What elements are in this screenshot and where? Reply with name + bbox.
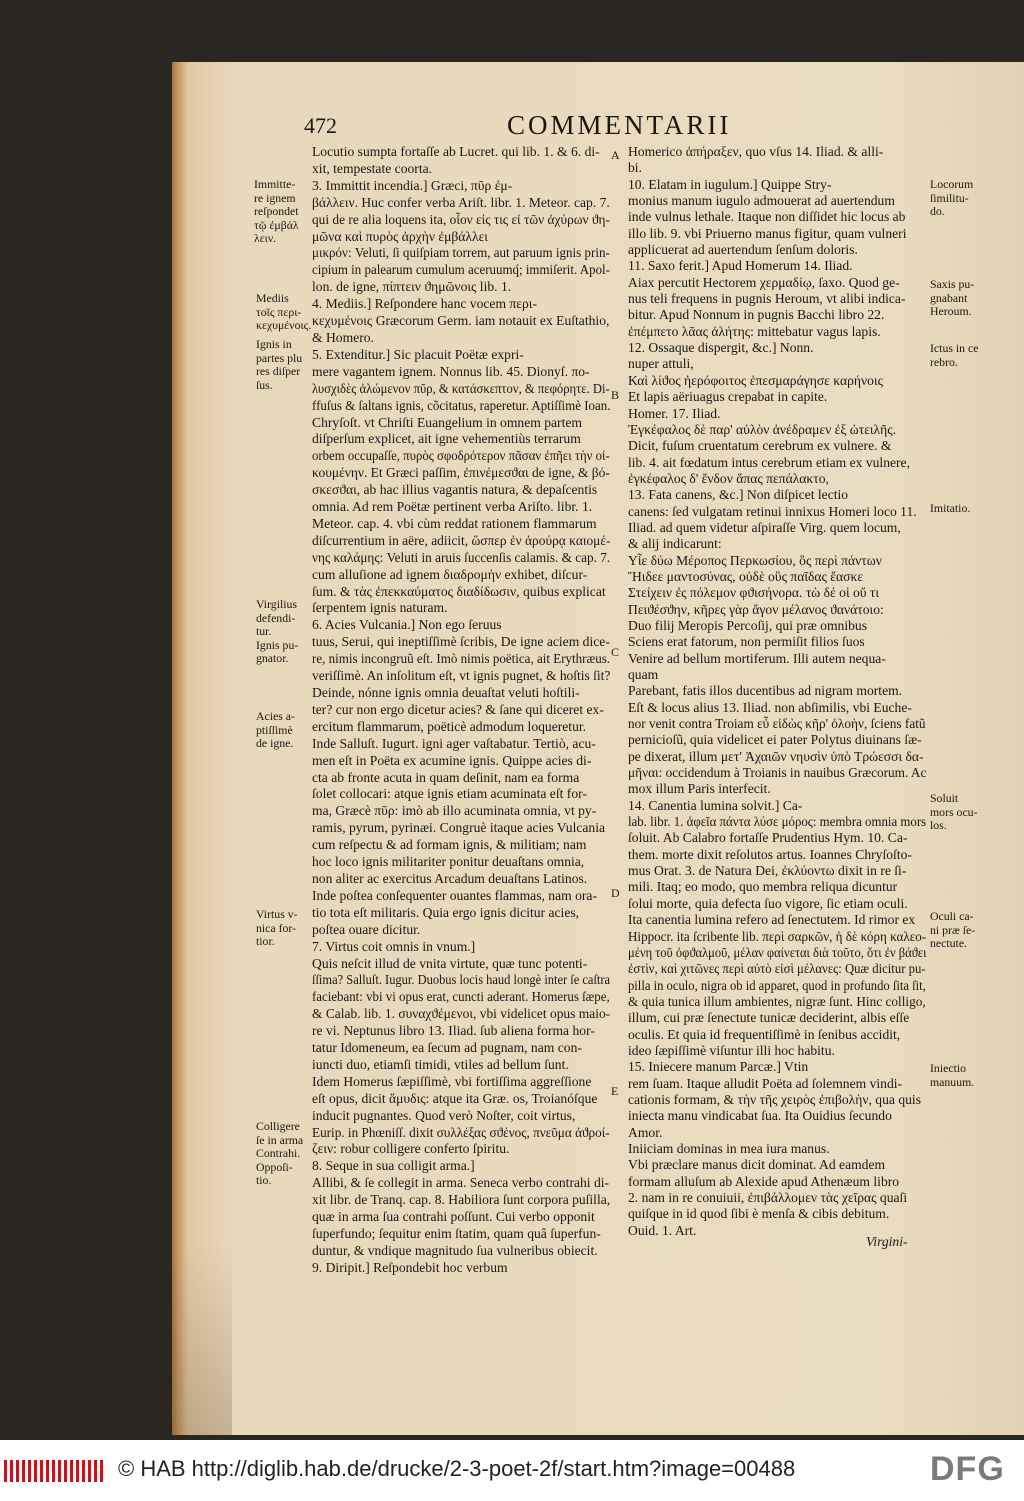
text-line: Ita canentia lumina refero ad ſenectutem. Id rimor ex [628, 912, 916, 928]
footer-credit: © HAB http://diglib.hab.de/drucke/2-3-poet-2f/start.htm?image=00488 [118, 1456, 796, 1481]
text-line: σκεσϑαι, ab hac illius vagantis natura, & depaſcentis [312, 482, 598, 498]
text-line: Υἷε δύω Μέροπος Περκωσίου, ὃς περὶ πάντων [628, 552, 882, 568]
text-line: formam alluſum ab Alexide apud Athenæum libro [628, 1173, 900, 1189]
left-text-column [312, 144, 612, 1277]
text-line: Venire ad bellum mortiferum. Illi autem nequa- [628, 650, 886, 666]
text-line: nus teli frequens in pugnis Heroum, vt alibi indica- [628, 291, 906, 307]
text-line: Eurip. in Phœniſſ. dixit συλλέξας σϑένος, πνεῦμα ἀϑροί- [312, 1124, 610, 1140]
text-line: mere vagantem ignem. Nonnus lib. 45. Dionyſ. πο- [312, 363, 590, 379]
text-line: ideo ſæpiſſimè viſuntur illi hoc habitu. [628, 1042, 835, 1058]
text-line: Chryſoſt. vt Chriſti Euangelium in omnem partem [312, 414, 582, 430]
text-line: nuper attuli, [628, 356, 694, 372]
text-line: Inde poſtea conſequenter ouantes flammas, nam ora- [312, 887, 597, 903]
text-line: re, nimis incongruũ eſt. Imò nimis poëtica, ait Erythræus. [312, 651, 611, 667]
text-line: Iniiciam dominas in mea iura manus. [628, 1140, 830, 1156]
text-line: 10. Elatam in iugulum.] Quippe Stry- [628, 176, 832, 192]
text-line: cta ab fronte acuta in quam deſinit, nam ea forma [312, 769, 580, 785]
catchword: Virgini- [866, 1234, 908, 1249]
text-line: hoc loco ignis militariter ponitur deuaſtans omnia, [312, 854, 585, 870]
text-line: nor venit contra Troiam εὖ εἰδὼς κῆρ' ὀλοὴν, ſciens fatũ [628, 716, 926, 732]
text-line: ſſima? Salluſt. Iugur. Duobus locis haud longè inter ſe caſtra [312, 972, 611, 988]
text-line: lab. libr. 1. ἀφεῖα πάντα λύσε μόρος: membra omnia mors [628, 814, 927, 830]
text-line: κουμένην. Et Græci paſſim, ἐπινέμεσϑαι de igne, & βό- [312, 465, 610, 481]
text-line: canens: ſed vulgatam retinui innixus Homeri loco 11. [628, 503, 917, 519]
text-line: μένη τοῦ ὀφϑαλμοῦ, μέλαν φαίνεται διὰ τοῦτο, ὅτι ἐν βάϑει [628, 944, 927, 960]
text-line: quam [628, 667, 659, 682]
right-text-column [628, 144, 928, 1239]
text-line: μῆναι: occidendum à Troianis in nauibus Græcorum. Ac [628, 765, 927, 781]
text-line: 6. Acies Vulcania.] Non ego ſeruus [312, 617, 502, 633]
text-line: ſoluit. Ab Calabro fortaſſe Prudentius Hym. 10. Ca- [628, 830, 908, 846]
margin-note: Virtus v- nica for- tior. [256, 907, 298, 949]
text-line: Στείχειν ἐς πόλεμον φϑισήνορα. τὼ δέ οἱ οὔ τι [628, 585, 880, 601]
text-line: 2. nam in re conuiuii, ἐπιβάλλομεν τὰς χεῖρας quaſi [628, 1190, 908, 1205]
page-number: 472 [304, 113, 337, 138]
text-line: Πειϑέσϑην, κῆρες γὰρ ἄγον μέλανος ϑανάτοιο: [628, 601, 884, 617]
text-line: tuus, Serui, qui ineptiſſimè ſcribis, De igne aciem dice- [312, 634, 610, 650]
text-line: ἐπέμπετο λᾶας ἀλήτης: mittebatur vagus lapis. [628, 323, 881, 339]
text-line: Amor. [628, 1124, 663, 1140]
text-line: qui de re alia loquens ita, οἷον εἰς τις εἰ τῶν ἀχύρων ϑη- [312, 211, 610, 227]
margin-note: Mediis τοῖς περι- κεχυμένοις. [256, 291, 312, 333]
text-line: tatur Idomeneum, ea ſecum ad pugnam, nam con- [312, 1040, 582, 1056]
text-line: pe dixerat, illum μετ' Ἀχαιῶν νηυσὶν ὑπὸ Τρώεσσι δα- [628, 748, 924, 764]
text-line: μῶνα καὶ πυρὸς ἀρχὴν ἐμβάλλει [312, 228, 488, 244]
text-line: lib. 4. ait fœdatum intus cerebrum etiam ex vulnere, [628, 454, 910, 470]
text-line: mili. Itaq; eo modo, quo membra reliqua dicuntur [628, 879, 898, 895]
text-line: Quis neſcit illud de vnita virtute, quæ tunc potenti- [312, 955, 588, 971]
text-line: cum alluſione ad ignem διαδρομὴν exhibet, diſcur- [312, 566, 588, 582]
text-line: Aiax percutit Hectorem χερμαδίῳ, ſaxo. Quod ge- [628, 274, 900, 290]
margin-note: Iniectio manuum. [930, 1061, 975, 1089]
text-line: 15. Iniecere manum Parcæ.] Vtin [628, 1059, 809, 1075]
text-line: re vi. Neptunus libro 13. Iliad. ſub aliena forma hor- [312, 1023, 595, 1039]
text-line: Καὶ λίϑος ἠερόφοιτος ἐπεσμαράγησε καρήνοις [628, 372, 883, 388]
text-line: Ouid. 1. Art. [628, 1222, 697, 1238]
text-line: faciebant: vbi vi opus erat, cuncti aderant. Homerus ſæpe, [312, 989, 610, 1005]
margin-note: Soluit mors ocu- los. [930, 791, 978, 833]
text-line: Ἐγκέφαλος δὲ παρ' αὐλὸν ἀνέδραμεν ἐξ ὠτειλῆς. [628, 421, 897, 437]
page-damage [172, 1242, 232, 1435]
text-line: poſtea ouare dicitur. [312, 921, 421, 937]
text-line: diſcurrentium in aëre, adiicit, ὥσπερ ἐν ἀρούρᾳ καιομέ- [312, 532, 611, 548]
text-line: Allibi, & ſe collegit in arma. Seneca verbo contrahi di- [312, 1175, 610, 1191]
text-line: 9. Diripit.] Reſpondebit hoc verbum [312, 1259, 508, 1275]
dfg-logo: DFG [930, 1450, 1005, 1488]
text-line: ἐστὶν, καὶ χιτῶνες περὶ αὐτὸ εἰσὶ μέλανες: Quæ dicitur pu- [628, 961, 926, 977]
text-line: them. morte dixit reſolutos artus. Ioannes Chryſoſto- [628, 846, 912, 862]
text-line: diſperſum explicet, ait igne vehementiùs terrarum [312, 431, 581, 447]
text-line: Dicit, fuſum cruentatum cerebrum ex vulnere. & [628, 438, 892, 454]
text-line: Vbi præclare manus dicit dominat. Ad eamdem [628, 1157, 886, 1173]
section-letter-d: D [611, 886, 620, 900]
text-line: eſt opus, dicit ἅμυδις: atque ita Græ. os, Troianóſque [312, 1090, 598, 1106]
text-line: 7. Virtus coit omnis in vnum.] [312, 938, 476, 954]
text-line: 11. Saxo ferit.] Apud Homerum 14. Iliad. [628, 258, 853, 274]
text-line: 8. Seque in sua colligit arma.] [312, 1158, 475, 1174]
section-letter-b: B [611, 388, 620, 402]
text-line: lon. de igne, πίπτειν ϑημῶνοις lib. 1. [312, 279, 512, 295]
text-line: duntur, & vndique magnitudo ſua vulneribus obiecit. [312, 1242, 598, 1258]
section-letter-a: A [611, 148, 620, 162]
text-line: Sciens erat fatorum, non permiſit filios ſuos [628, 634, 865, 650]
text-line: iniecta manu vindicabat ſua. Ita Ouidius ſecundo [628, 1108, 892, 1124]
text-line: inde vulnus lethale. Itaque non diſſidet hic locus ab [628, 209, 906, 225]
text-line: κεχυμένοις Græcorum Germ. iam notauit ex Euſtathio, [312, 313, 610, 329]
text-line: νης καλάμης: Veluti in aruis ſuccenſis calamis. & cap. 7. [312, 549, 611, 565]
text-line: Idem Homerus ſæpiſſimè, vbi fortiſſima aggreſſione [312, 1073, 592, 1089]
text-line: quiſque in id quod ſibi è menſa & cibis debitum. [628, 1206, 890, 1222]
text-line: Et lapis aëriuagus crepabat in capite. [628, 389, 828, 405]
text-line: Locutio sumpta fortaſſe ab Lucret. qui lib. 1. & 6. di- [312, 144, 600, 159]
margin-note: Saxis pu- gnabant Heroum. [930, 277, 975, 319]
text-line: mox illum Paris interfecit. [628, 781, 771, 797]
text-line: iuncti duo, etiamſi timidi, vtiles ad bellum ſunt. [312, 1056, 569, 1072]
text-line: ſuperfundo; ſequitur enim ſtatim, quam quâ ſuperfun- [312, 1226, 601, 1241]
text-line: veriſſimè. An inſolitum eſt, vt ignis pugnet, & hoſtis ſit? [312, 668, 611, 684]
text-line: ἐγκέφαλος δ' ἔνδον ἅπας πεπάλακτο, [628, 470, 829, 486]
text-line: bitur. Apud Nonnum in pugnis Bacchi libro 22. [628, 307, 885, 323]
text-line: cipium in palearum cumulum aceruumq́; immiſerit. Apol- [312, 262, 610, 278]
margin-note: Colligere ſe in arma Contrahi. Oppoſi- tio. [256, 1119, 304, 1188]
text-line: 3. Immittit incendia.] Græci, πῦρ ἐμ- [312, 177, 513, 193]
text-line: μικρόν: Veluti, ſi quiſpiam torrem, aut paruum ignis prin- [312, 245, 610, 261]
margin-note: Virgilius defendi- tur. Ignis pu- gnator. [256, 597, 299, 666]
text-line: mus Orat. 3. de Natura Dei, ἐκλύοντω dixit in re ſi- [628, 863, 907, 879]
running-title: COMMENTARII [507, 110, 732, 140]
text-line: 12. Ossaque dispergit, &c.] Nonn. [628, 340, 814, 356]
text-line: & quia tunica illum ambientes, nigræ ſunt. Hinc colligo, [628, 993, 926, 1009]
margin-note: Ignis in partes plu res diſper ſus. [256, 337, 303, 392]
text-line: βάλλειν. Huc confer verba Ariſt. libr. 1. Meteor. cap. 7. [312, 194, 610, 210]
text-line: orbem occupaſſe, πυρὸς σφοδρότερον πᾶσαν ἐπῆει τὴν οἰ- [312, 448, 610, 464]
footer-bar [0, 1440, 1024, 1501]
text-line: xit libr. de Tranq. cap. 8. Habiliora ſunt corpora puſilla, [312, 1192, 611, 1208]
margin-note: Locorum ſimilitu- do. [930, 177, 974, 219]
text-line: Parebant, fatis illos ducentibus ad nigram mortem. [628, 683, 903, 699]
text-line: & Calab. lib. 1. συναχϑέμενοι, vbi videlicet opus maio- [312, 1006, 611, 1022]
text-line: Eſt & locus alius 13. Iliad. non abſimilis, vbi Euche- [628, 699, 912, 715]
text-line: 13. Fata canens, &c.] Non diſpicet lectio [628, 487, 849, 503]
text-line: inducit pugnantes. Quod verò Noſter, coit virtus, [312, 1107, 576, 1123]
text-line: ercitum flammarum, poëticè admodum loqueretur. [312, 718, 587, 734]
margin-note: Ictus in ce rebro. [930, 341, 979, 369]
text-line: cum reſpectu & ad formam ignis, & militiam; nam [312, 837, 587, 853]
margin-note: Imitatio. [930, 501, 971, 515]
text-line: & Homero. [312, 329, 374, 345]
text-line: tio tota eſt militaris. Quia ergo ignis dicitur acies, [312, 904, 580, 920]
text-line: ſolui morte, quia defecta ſuo vigore, ſic etiam oculi. [628, 895, 908, 911]
text-line: Meteor. cap. 4. vbi cùm reddat rationem flammarum [312, 515, 597, 531]
text-line: ſolet collocari: atque ignis etiam acuminata eſt for- [312, 786, 587, 802]
margin-note: Acies a- ptiſſimè de igne. [256, 709, 295, 751]
text-line: Deinde, nónne ignis omnia deuaſtat veluti hoſtili- [312, 685, 580, 700]
text-line: 5. Extenditur.] Sic placuit Poëtæ expri- [312, 346, 524, 362]
text-line: ζειν: robur colligere conferto ſpiritu. [312, 1141, 510, 1157]
text-line: men eſt in Poëta ex acumine ignis. Quippe acies di- [312, 752, 592, 768]
text-line: illum, cui præ ſenectute tunicæ deciderint, albis eſſe [628, 1010, 910, 1026]
text-line: 4. Mediis.] Reſpondere hanc vocem περι- [312, 296, 537, 312]
text-line: Homer. 17. Iliad. [628, 405, 721, 421]
text-line: applicuerat ad auertendum ſenſum doloris. [628, 242, 858, 258]
text-line: ffuſus & ſaltans ignis, cõcitatus, raperetur. Aptiſſimè Ioan. [312, 397, 611, 413]
text-line: xit, tempestate coorta. [312, 160, 433, 176]
margin-note: Immitte- re ignem reſpondet τῷ ἐμβάλ λειν. [254, 177, 299, 246]
text-line: rem ſuam. Itaque alludit Poëta ad ſolemnem vindi- [628, 1075, 903, 1091]
text-line: omnia. Ad rem Poëtæ pertinent verba Ariſto. libr. 1. [312, 499, 593, 515]
text-line: λυσχιδὲς ἀλώμενον πῦρ, & κατάσκεπτον, & πεφόρητε. Di- [312, 380, 610, 396]
text-line: illo lib. 9. vbi Priuerno manus figitur, quam vulneri [628, 225, 907, 241]
text-line: ſum. & τὰς ἐπεκκαύματος διαδίδωσιν, quibus explicat [312, 583, 606, 599]
text-line: oculis. Et quia id frequentiſſimè in ſenibus accidit, [628, 1026, 901, 1042]
text-line: ter? cur non ergo dicetur acies? & ſane qui diceret ex- [312, 701, 604, 717]
barcode-icon [4, 1460, 104, 1482]
text-line: Duo filij Meropis Percoſij, qui præ omnibus [628, 617, 868, 633]
margin-note: Oculi ca- ni præ ſe- nectute. [930, 909, 976, 951]
text-line: ramis, pyrum, pyrinæi. Congruè itaque acies Vulcania [312, 820, 606, 836]
text-line: Ἤιδεε μαντοσύνας, οὐδὲ οὓς παῖδας ἔασκε [628, 568, 864, 584]
section-letter-c: C [611, 645, 620, 659]
section-letter-e: E [611, 1084, 619, 1098]
text-line: ſerpentem ignis naturam. [312, 600, 448, 616]
text-line: Iliad. ad quem videtur aſpiraſſe Virg. quem locum, [628, 519, 901, 535]
text-line: 14. Canentia lumina solvit.] Ca- [628, 797, 803, 813]
text-line: non aliter ac exercitus Arcadum deuaſtans Latinos. [312, 870, 588, 886]
text-line: & alij indicarunt: [628, 536, 722, 552]
text-line: monius manum iugulo admouerat ad auertendum [628, 193, 895, 209]
text-line: Inde Salluſt. Iugurt. igni ager vaſtabatur. Tertiò, acu- [312, 735, 596, 751]
text-line: ma, Græcè πῦρ: imò ab illo acuminata omnia, vt py- [312, 803, 597, 819]
text-line: bi. [628, 160, 642, 176]
text-line: Homerico ἀπήραξεν, quo vſus 14. Iliad. & alli- [628, 144, 884, 159]
text-line: Hippocr. ita ſcribente lib. περὶ σαρκῶν, ἡ δὲ κόρη καλεο- [628, 928, 927, 944]
text-line: pilla in oculo, nigra ob id apparet, quod in profundo ſita ſit, [628, 977, 926, 993]
text-line: quæ in arma ſua contrahi poſſunt. Cui verbo opponit [312, 1209, 595, 1225]
text-line: cationis formam, & τὴν τῆς χειρὸς ἐπιβολὴν, qua quis [628, 1091, 921, 1107]
text-line: pernicioſũ, quia videlicet ei pater Polytus diuinans ſæ- [628, 732, 922, 748]
